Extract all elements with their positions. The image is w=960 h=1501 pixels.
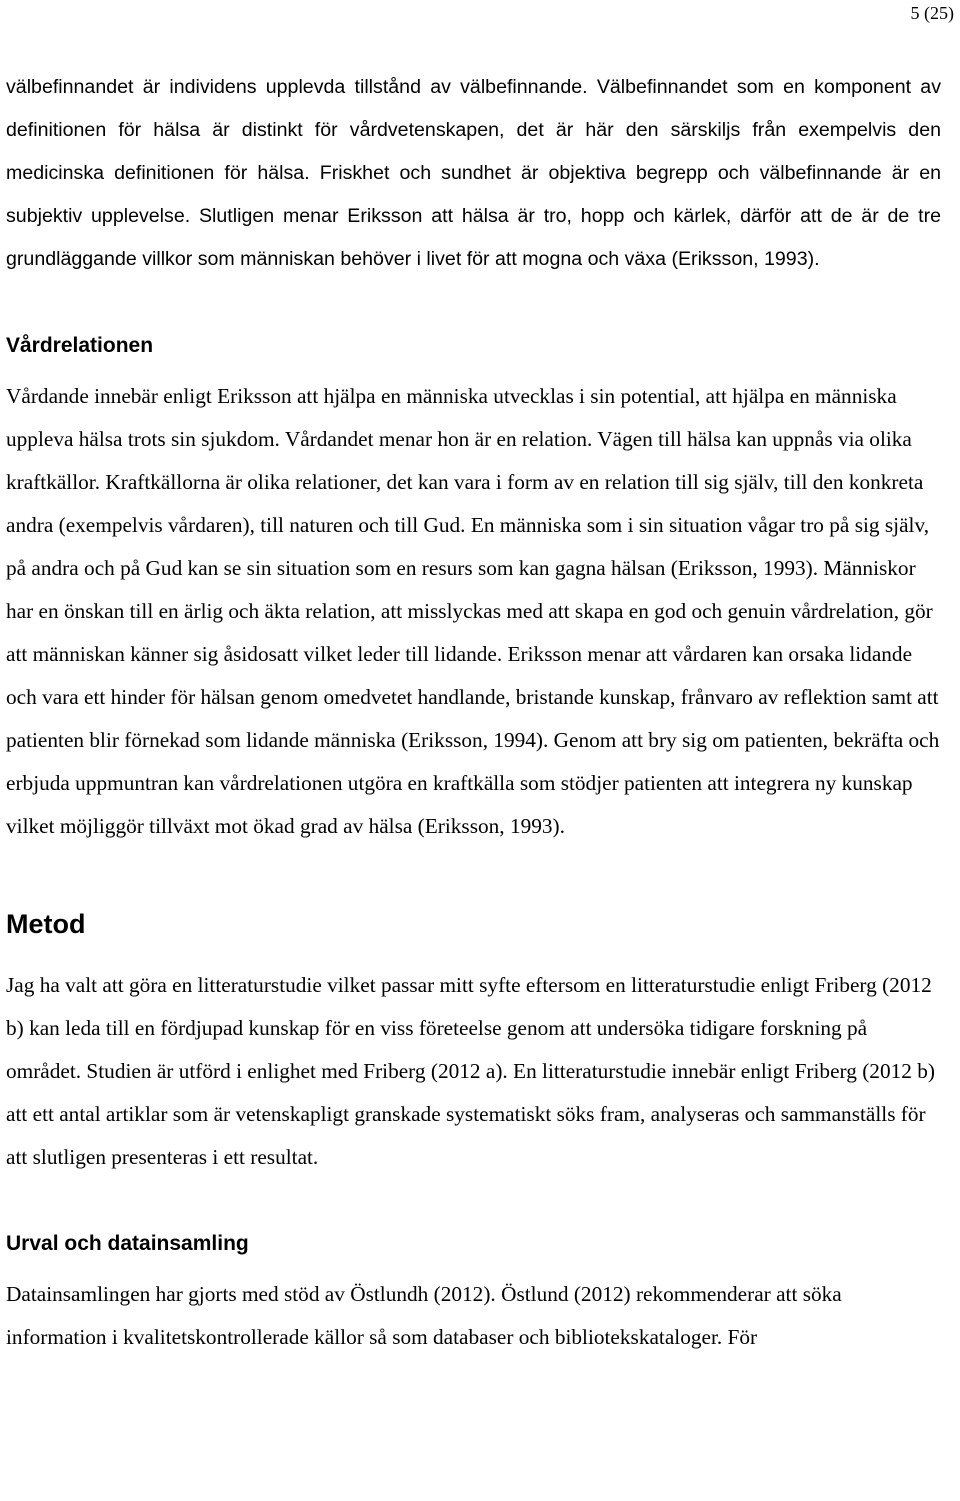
urval-paragraph: Datainsamlingen har gjorts med stöd av Östlundh (2012). Östlund (2012) rekommenderar att söka information i kvalitetskontrollerade källor så som databaser och bibliotekskataloger. För xyxy=(6,1282,842,1349)
section-heading-urval: Urval och datainsamling xyxy=(6,1232,249,1255)
section-heading-metod: Metod xyxy=(6,909,86,939)
intro-paragraph: välbefinnandet är individens upplevda tillstånd av välbefinnande. Välbefinnandet som en komponent av definitionen för hälsa är distinkt för vårdvetenskapen, det är här den särskiljs från exempelvis den medicinska definitionen för hälsa. Friskhet och sundhet är objektiva begrepp och välbefinnande är en subjektiv upplevelse. Slutligen menar Eriksson att hälsa är tro, hopp och kärlek, därför att de är de tre grundläggande villkor som människan behöver i livet för att mogna och växa (Eriksson, 1993). xyxy=(6,76,941,270)
vardrelationen-paragraph: Vårdande innebär enligt Eriksson att hjälpa en människa utvecklas i sin potential, att hjälpa en människa uppleva hälsa trots sin sjukdom. Vårdandet menar hon är en relation. Vägen till hälsa kan uppnås via olika kraftkällor. Kraftkällorna är olika relationer, det kan vara i form av en relation till sig själv, till den konkreta andra (exempelvis vårdaren), till naturen och till Gud. En människa som i sin situation vågar tro på sig själv, på andra och på Gud kan se sin situation som en resurs som kan gagna hälsan (Eriksson, 1993). Människor har en önskan till en ärlig och äkta relation, att misslyckas med att skapa en god och genuin vårdrelation, gör att människan känner sig åsidosatt vilket leder till lidande. Eriksson menar att vårdaren kan orsaka lidande och vara ett hinder för hälsan genom omedvetet handlande, bristande kunskap, frånvaro av reflektion samt att patienten blir förnekad som lidande människa (Eriksson, 1994). Genom att bry sig om patienten, bekräfta och erbjuda uppmuntran kan vårdrelationen utgöra en kraftkälla som stödjer patienten att integrera ny kunskap vilket möjliggör tillväxt mot ökad grad av hälsa (Eriksson, 1993). xyxy=(6,384,940,838)
section-heading-vardrelationen: Vårdrelationen xyxy=(6,334,154,357)
page-number: 5 (25) xyxy=(910,3,954,23)
document-body xyxy=(6,66,941,1359)
metod-paragraph: Jag ha valt att göra en litteraturstudie vilket passar mitt syfte eftersom en litteraturstudie enligt Friberg (2012 b) kan leda till en fördjupad kunskap för en viss företeelse genom att undersöka tidigare forskning på området. Studien är utförd i enlighet med Friberg (2012 a). En litteraturstudie innebär enligt Friberg (2012 b) att ett antal artiklar som är vetenskapligt granskade systematiskt söks fram, analyseras och sammanställs för att slutligen presenteras i ett resultat. xyxy=(6,973,935,1169)
